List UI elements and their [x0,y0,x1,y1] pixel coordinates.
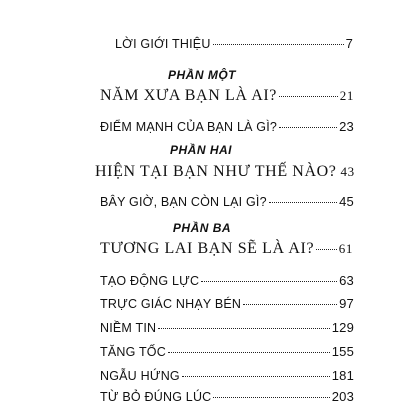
dot-leader [279,127,337,128]
toc-entry-page: 97 [339,296,354,311]
toc-chapter-page: 43 [340,164,355,179]
toc-entry-label: BÂY GIỜ, BẠN CÒN LẠI GÌ? [100,195,267,209]
toc-entry-page: 63 [339,273,354,288]
toc-entry-intro[interactable] [115,36,353,51]
toc-entry-page: 203 [331,389,354,404]
toc-chapter-part-three[interactable] [100,240,353,258]
part-one-heading: PHẦN MỘT [168,68,236,82]
toc-entry-page: 129 [331,320,354,335]
toc-entry-page: 45 [339,194,354,209]
toc-entry[interactable] [100,389,354,404]
toc-entry-label: TẠO ĐỘNG LỰC [100,274,200,288]
toc-entry-label: LỜI GIỚI THIỆU [115,37,211,51]
toc-entry-page: 181 [331,368,354,383]
toc-entry[interactable] [100,194,354,209]
dot-leader [158,328,329,329]
toc-chapter-label: NĂM XƯA BẠN LÀ AI? [100,87,277,104]
dot-leader [168,352,330,353]
toc-entry-label: TRỰC GIÁC NHẠY BÉN [100,297,242,311]
part-three-heading: PHẦN BA [172,221,232,235]
toc-chapter-page: 21 [339,88,354,103]
dot-leader [269,202,337,203]
toc-chapter-label: TƯƠNG LAI BẠN SẼ LÀ AI? [100,240,315,257]
toc-entry-label: NGẪU HỨNG [100,369,180,383]
toc-entry[interactable] [100,119,354,134]
toc-entry-page: 155 [331,344,354,359]
toc-entry[interactable] [100,296,354,311]
part-two-heading: PHẦN HAI [169,143,233,157]
toc-chapter-page: 61 [338,241,353,256]
dot-leader [279,96,338,97]
toc-entry-label: ĐIỂM MẠNH CỦA BẠN LÀ GÌ? [100,120,278,134]
toc-chapter-label: HIỆN TẠI BẠN NHƯ THẾ NÀO? [95,163,337,180]
dot-leader [213,397,329,398]
dot-leader [316,249,337,250]
toc-entry[interactable] [100,344,354,359]
toc-entry[interactable] [100,368,354,383]
toc-entry-page: 23 [339,119,354,134]
toc-entry-label: NIỀM TIN [100,321,157,335]
dot-leader [243,304,337,305]
dot-leader [201,281,337,282]
toc-entry-label: TĂNG TỐC [100,345,166,359]
dot-leader [213,44,344,45]
toc-entry-page: 7 [345,36,353,51]
toc-entry[interactable] [100,320,354,335]
toc-entry[interactable] [100,273,354,288]
toc-chapter-part-two[interactable] [95,163,353,181]
dot-leader [182,376,330,377]
toc-entry-label: TỪ BỎ ĐÚNG LÚC [100,390,212,404]
toc-chapter-part-one[interactable] [100,87,354,105]
